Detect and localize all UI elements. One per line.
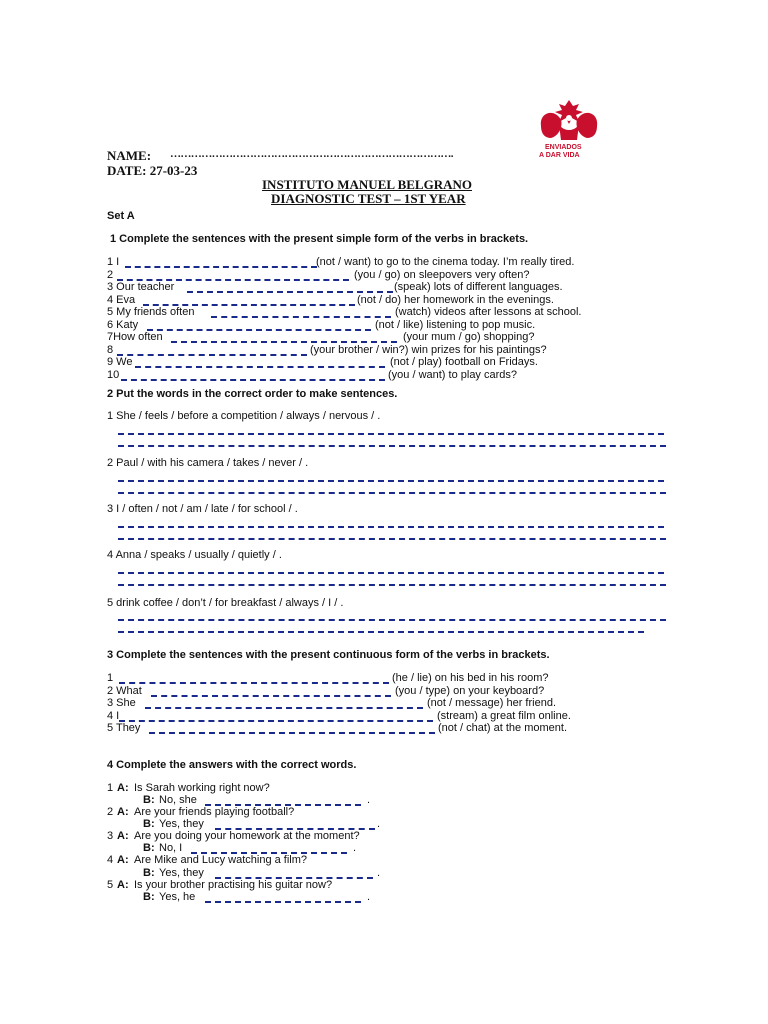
name-label: NAME: (107, 148, 152, 163)
ex4-end-mark: . (377, 818, 381, 830)
ex1-item-prefix: 10 (107, 369, 120, 381)
ex1-item-1 (107, 256, 627, 269)
ex4-question-4 (107, 854, 507, 867)
ex1-item-9 (107, 356, 627, 369)
ex2-prompt-3: 3 I / often / not / am / late / for school / . (107, 503, 298, 515)
ex4-answer-prefix: No, she (159, 794, 197, 806)
ex1-item-prefix: 9 We (107, 356, 133, 368)
ex4-num: 4 (107, 854, 114, 866)
ex1-item-prefix: 4 Eva (107, 294, 136, 306)
ex4-a-label: A: (117, 854, 129, 866)
ex1-answer-blank[interactable] (135, 366, 385, 368)
ex1-item-suffix: (not / like) listening to pop music. (375, 319, 536, 331)
ex3-item-suffix: (you / type) on your keyboard? (395, 685, 545, 697)
name-field[interactable]: ………………………………………………………………………. (170, 148, 453, 160)
ex1-answer-blank[interactable] (125, 266, 317, 268)
ex1-item-suffix: (watch) videos after lessons at school. (395, 306, 582, 318)
logo-text-top: ENVIADOS (545, 144, 582, 151)
ex1-item-prefix: 8 (107, 344, 114, 356)
ex3-answer-blank[interactable] (149, 732, 435, 734)
ex4-question-text: Is Sarah working right now? (134, 782, 270, 794)
ex4-question-text: Are Mike and Lucy watching a film? (134, 854, 308, 866)
ex1-item-suffix: (not / do) her homework in the evenings. (357, 294, 554, 306)
ex2-answer-line[interactable] (118, 619, 666, 621)
ex1-item-suffix: (not / play) football on Fridays. (390, 356, 538, 368)
ex1-answer-blank[interactable] (121, 379, 385, 381)
ex3-answer-blank[interactable] (145, 707, 423, 709)
ex4-b-label: B: (143, 867, 155, 879)
ex1-item-suffix: (not / want) to go to the cinema today. I’m really tired. (316, 256, 575, 268)
exercise-2-title: 2 Put the words in the correct order to make sentences. (107, 388, 398, 400)
ex1-item-prefix: 1 I (107, 256, 120, 268)
ex2-answer-line[interactable] (118, 480, 664, 482)
ex1-item-suffix: (your brother / win?) win prizes for his paintings? (310, 344, 547, 356)
ex2-prompt-5: 5 drink coffee / don’t / for breakfast / always / I / . (107, 597, 344, 609)
ex4-b-label: B: (143, 794, 155, 806)
ex3-item-suffix: (not / chat) at the moment. (438, 722, 568, 734)
date-label: DATE: 27-03-23 (107, 163, 198, 178)
ex3-item-prefix: 3 She (107, 697, 136, 709)
test-title: DIAGNOSTIC TEST – 1ST YEAR (271, 191, 466, 206)
ex1-item-prefix: 2 (107, 269, 114, 281)
ex4-a-label: A: (117, 782, 129, 794)
ex2-answer-line[interactable] (118, 631, 644, 633)
ex4-answer-prefix: No, I (159, 842, 183, 854)
ex4-question-text: Are your friends playing football? (134, 806, 295, 818)
ex2-prompt-1: 1 She / feels / before a competition / always / nervous / . (107, 410, 381, 422)
ex1-item-7 (107, 331, 627, 344)
ex4-question-text: Are you doing your homework at the moment? (134, 830, 360, 842)
ex4-end-mark: . (353, 842, 357, 854)
ex4-num: 1 (107, 782, 114, 794)
ex3-item-prefix: 5 They (107, 722, 141, 734)
ex3-item-suffix: (he / lie) on his bed in his room? (392, 672, 549, 684)
ex4-end-mark: . (367, 794, 371, 806)
ex4-b-label: B: (143, 891, 155, 903)
ex1-item-suffix: (speak) lots of different languages. (394, 281, 563, 293)
ex1-item-suffix: (you / want) to play cards? (388, 369, 518, 381)
ex4-num: 3 (107, 830, 114, 842)
ex4-answer-5 (107, 891, 507, 904)
ex3-item-suffix: (stream) a great film online. (437, 710, 571, 722)
ex1-item-prefix: 5 My friends often (107, 306, 195, 318)
ex3-item-1 (107, 672, 627, 685)
ex3-answer-blank[interactable] (119, 682, 389, 684)
ex1-item-5 (107, 306, 627, 319)
ex3-item-3 (107, 697, 627, 710)
ex1-answer-blank[interactable] (171, 341, 397, 343)
school-logo (533, 96, 605, 162)
ex3-item-suffix: (not / message) her friend. (427, 697, 557, 709)
school-name: INSTITUTO MANUEL BELGRANO (262, 177, 472, 192)
ex4-num: 5 (107, 879, 114, 891)
ex4-answer-prefix: Yes, he (159, 891, 196, 903)
ex4-b-label: B: (143, 818, 155, 830)
ex4-question-text: Is your brother practising his guitar now? (134, 879, 333, 891)
ex2-answer-line[interactable] (118, 492, 666, 494)
ex2-prompt-2: 2 Paul / with his camera / takes / never / . (107, 457, 309, 469)
ex4-answer-prefix: Yes, they (159, 818, 204, 830)
ex1-answer-blank[interactable] (211, 316, 391, 318)
ex3-item-5 (107, 722, 627, 735)
set-label: Set A (107, 210, 135, 222)
ex2-answer-line[interactable] (118, 572, 664, 574)
ex4-end-mark: . (367, 891, 371, 903)
exercise-1-title: 1 Complete the sentences with the present simple form of the verbs in brackets. (110, 233, 529, 245)
ex2-answer-line[interactable] (118, 445, 666, 447)
ex3-item-prefix: 1 (107, 672, 114, 684)
ex3-item-prefix: 2 What (107, 685, 142, 697)
ex1-item-prefix: 6 Katy (107, 319, 139, 331)
ex2-answer-line[interactable] (118, 433, 664, 435)
ex4-answer-blank[interactable] (205, 901, 361, 903)
ex4-end-mark: . (377, 867, 381, 879)
ex2-answer-line[interactable] (118, 538, 666, 540)
ex1-item-3 (107, 281, 627, 294)
exercise-3-title: 3 Complete the sentences with the present continuous form of the verbs in brackets. (107, 649, 550, 661)
ex1-item-10 (107, 369, 627, 382)
ex1-item-suffix: (you / go) on sleepovers very often? (354, 269, 530, 281)
ex4-num: 2 (107, 806, 114, 818)
logo-text-bottom: A DAR VIDA (539, 152, 580, 159)
ex4-a-label: A: (117, 806, 129, 818)
ex1-item-prefix: 7How often (107, 331, 163, 343)
ex2-answer-line[interactable] (118, 584, 666, 586)
ex4-a-label: A: (117, 830, 129, 842)
ex4-a-label: A: (117, 879, 129, 891)
ex4-answer-prefix: Yes, they (159, 867, 204, 879)
ex2-answer-line[interactable] (118, 526, 664, 528)
ex3-item-prefix: 4 I (107, 710, 120, 722)
ex4-b-label: B: (143, 842, 155, 854)
ex1-answer-blank[interactable] (187, 291, 393, 293)
exercise-4-title: 4 Complete the answers with the correct words. (107, 759, 357, 771)
ex2-prompt-4: 4 Anna / speaks / usually / quietly / . (107, 549, 282, 561)
ex1-item-suffix: (your mum / go) shopping? (403, 331, 535, 343)
ex1-item-prefix: 3 Our teacher (107, 281, 175, 293)
